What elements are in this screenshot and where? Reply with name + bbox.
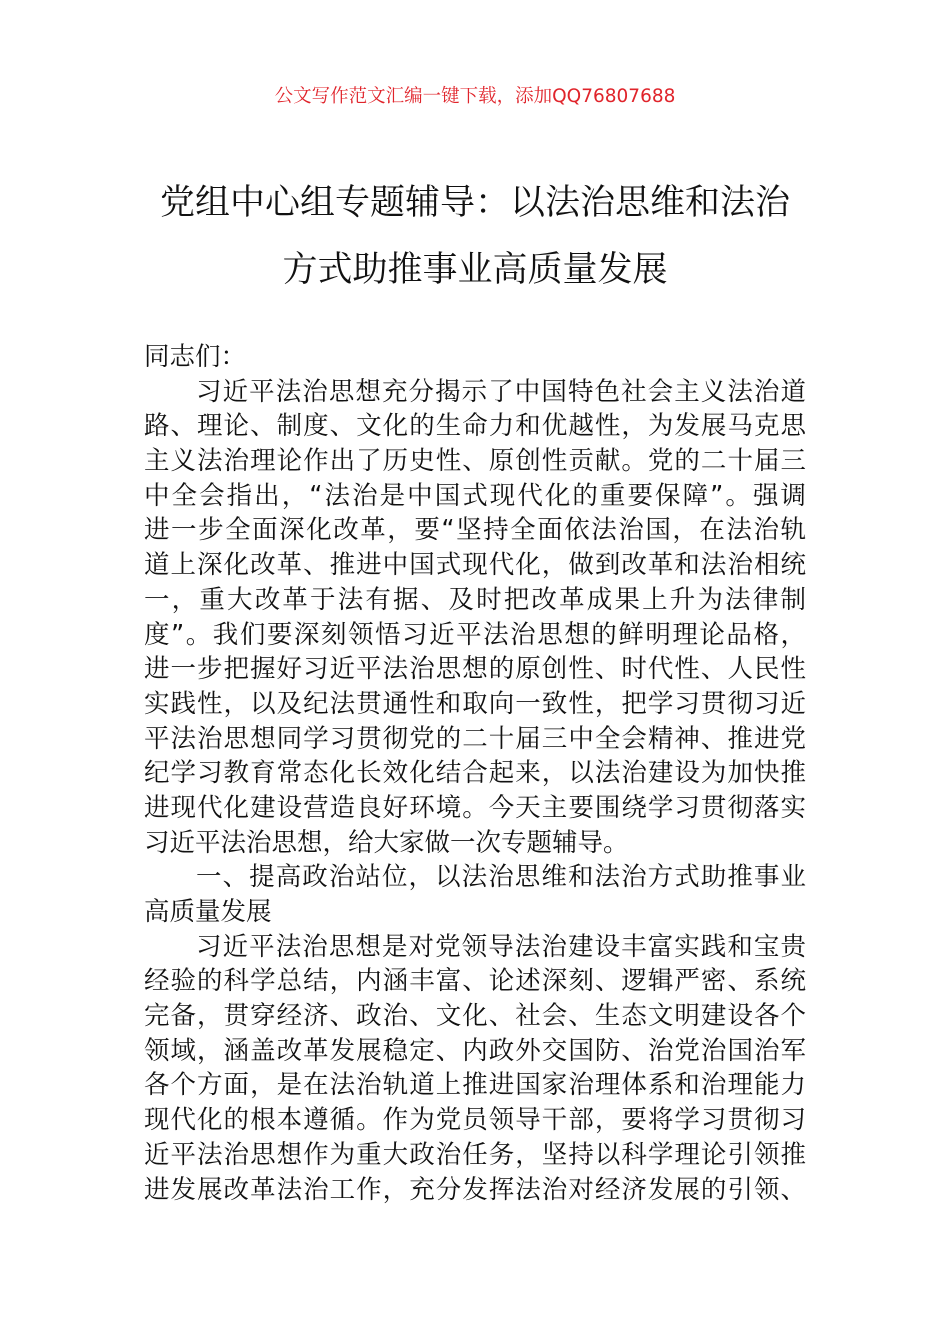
text-line: 进发展改革法治工作，充分发挥法治对经济发展的引领、 [144, 1174, 806, 1205]
text-line: 近平法治思想作为重大政治任务，坚持以科学理论引领推 [144, 1139, 806, 1170]
text-line: 一，重大改革于法有据、及时把改革成果上升为法律制 [144, 584, 806, 615]
document-title-line-2: 方式助推事业高质量发展 [282, 250, 668, 290]
text-line: 路、理论、制度、文化的生命力和优越性，为发展马克思 [144, 411, 806, 442]
document-body [144, 340, 806, 1207]
text-line: 主义法治理论作出了历史性、原创性贡献。党的二十届三 [144, 446, 806, 477]
text-line: 平法治思想同学习贯彻党的二十届三中全会精神、推进党 [144, 723, 806, 754]
text-line: 一、提高政治站位，以法治思维和法治方式助推事业 [196, 862, 806, 893]
text-line: 进一步把握好习近平法治思想的原创性、时代性、人民性 [144, 654, 806, 685]
text-line: 实践性，以及纪法贯通性和取向一致性，把学习贯彻习近 [144, 688, 806, 719]
text-line: 完备，贯穿经济、政治、文化、社会、生态文明建设各个 [144, 1001, 806, 1032]
text-line: 道上深化改革、推进中国式现代化，做到改革和法治相统 [144, 550, 806, 581]
text-line: 习近平法治思想，给大家做一次专题辅导。 [144, 827, 629, 858]
text-line: 习近平法治思想是对党领导法治建设丰富实践和宝贵 [196, 931, 806, 962]
text-line: 各个方面，是在法治轨道上推进国家治理体系和治理能力 [144, 1070, 806, 1101]
text-line: 高质量发展 [144, 897, 272, 927]
text-line: 度”。我们要深刻领悟习近平法治思想的鲜明理论品格， [144, 619, 806, 650]
watermark-banner: 公文写作范文汇编一键下载，添加QQ76807688 [274, 86, 676, 107]
text-line: 习近平法治思想充分揭示了中国特色社会主义法治道 [196, 376, 806, 407]
text-line: 同志们： [144, 342, 247, 372]
text-line: 进一步全面深化改革，要“坚持全面依法治国，在法治轨 [144, 515, 806, 546]
text-line: 经验的科学总结，内涵丰富、论述深刻、逻辑严密、系统 [144, 966, 806, 997]
text-line: 领域，涵盖改革发展稳定、内政外交国防、治党治国治军 [144, 1035, 806, 1066]
text-line: 进现代化建设营造良好环境。今天主要围绕学习贯彻落实 [144, 792, 806, 823]
text-line: 纪学习教育常态化长效化结合起来，以法治建设为加快推 [144, 758, 806, 789]
text-line: 现代化的根本遵循。作为党员领导干部，要将学习贯彻习 [144, 1105, 806, 1136]
document-title-line-1: 党组中心组专题辅导：以法治思维和法治 [159, 183, 790, 223]
text-line: 中全会指出，“法治是中国式现代化的重要保障”。强调 [144, 480, 806, 511]
